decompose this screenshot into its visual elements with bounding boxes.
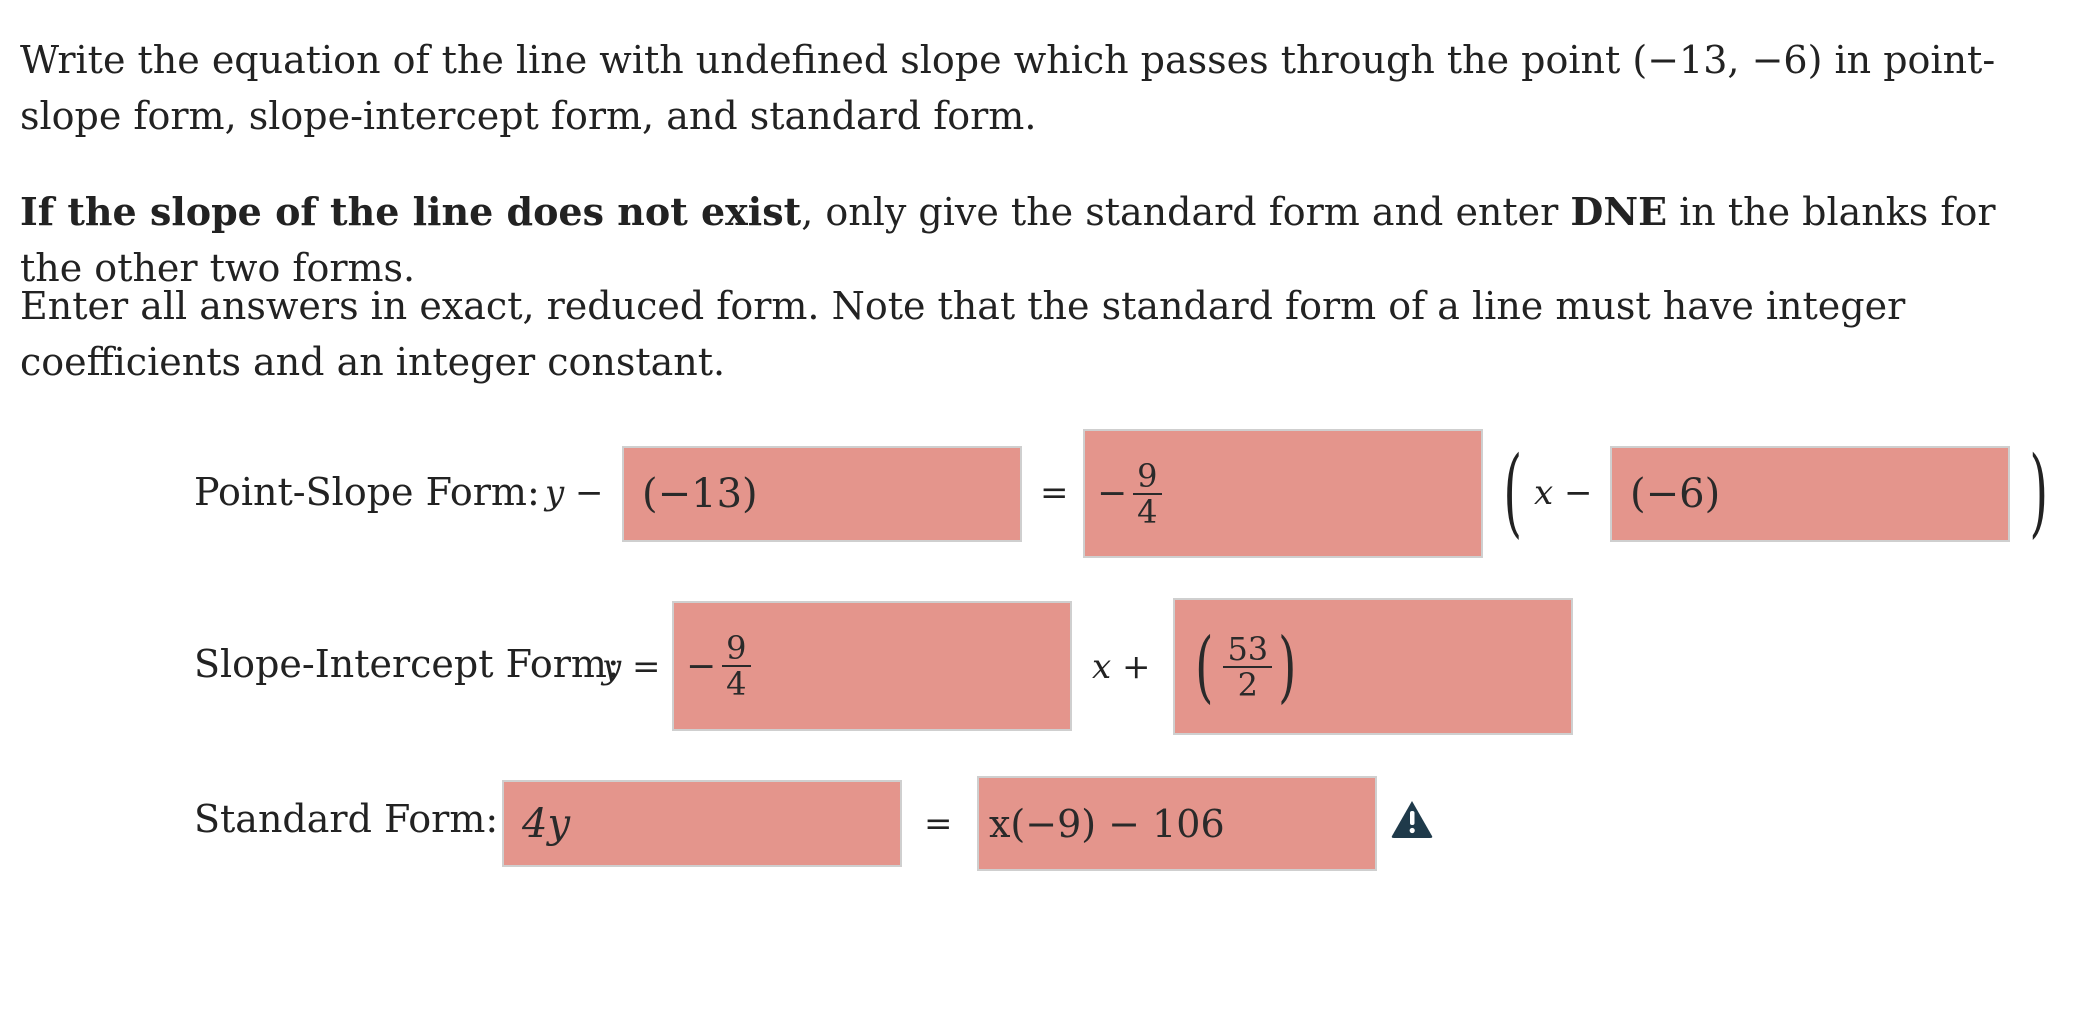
point-x: −13 bbox=[1647, 38, 1728, 82]
standard-form-right-input[interactable] bbox=[977, 776, 1377, 871]
slope-intercept-x-plus: x + bbox=[1092, 647, 1151, 687]
slope-intercept-y-equals: y = bbox=[602, 647, 661, 687]
standard-form-label: Standard Form: bbox=[194, 797, 499, 841]
point-slope-x-minus: x − bbox=[1534, 473, 1593, 513]
point-y: −6 bbox=[1751, 38, 1808, 82]
intercept-close-paren: ) bbox=[1278, 621, 1297, 712]
point-slope-y-minus: y − bbox=[545, 473, 604, 513]
slope-intercept-label: Slope-Intercept Form: bbox=[194, 642, 620, 686]
question-text-end: ) in point-slope form, slope-intercept form, and standard form. bbox=[20, 38, 1996, 138]
dne-instruction: , only give the standard form and enter bbox=[801, 190, 1571, 234]
fraction-denominator: 4 bbox=[1137, 492, 1158, 531]
standard-form-left-input[interactable] bbox=[502, 780, 902, 867]
point-separator: , bbox=[1727, 38, 1752, 82]
standard-form-left-value: 4y bbox=[522, 800, 571, 847]
fraction-denominator: 2 bbox=[1237, 665, 1258, 704]
point-slope-x1-value: (−6) bbox=[1630, 471, 1721, 517]
point-slope-open-paren: ( bbox=[1503, 436, 1523, 548]
fraction-numerator: 9 bbox=[722, 631, 750, 667]
fraction-numerator: 9 bbox=[1133, 459, 1161, 495]
slope-intercept-slope-negative: − bbox=[686, 645, 717, 687]
intercept-open-paren: ( bbox=[1195, 621, 1214, 712]
warning-triangle-icon[interactable] bbox=[1390, 799, 1434, 839]
dne-keyword: DNE bbox=[1570, 189, 1668, 234]
point-slope-slope-input[interactable] bbox=[1083, 429, 1483, 558]
fraction-denominator: 4 bbox=[726, 665, 747, 703]
point-slope-slope-negative: − bbox=[1097, 473, 1128, 514]
slope-intercept-slope-input[interactable] bbox=[672, 601, 1072, 731]
dne-condition-bold: If the slope of the line does not exist bbox=[20, 189, 802, 234]
slope-intercept-intercept-input[interactable] bbox=[1173, 598, 1573, 735]
standard-form-equals: = bbox=[924, 804, 953, 844]
question-paragraph-1 bbox=[20, 32, 2030, 144]
point-slope-close-paren: ) bbox=[2029, 436, 2049, 548]
question-paragraph-3 bbox=[20, 278, 2030, 390]
fraction-numerator: 53 bbox=[1223, 632, 1272, 668]
point-slope-equals: = bbox=[1040, 473, 1069, 513]
point-slope-slope-fraction bbox=[1133, 456, 1161, 531]
point-slope-label: Point-Slope Form: bbox=[194, 470, 540, 514]
slope-intercept-slope-fraction bbox=[722, 631, 750, 701]
question-text-start: Write the equation of the line with undefined slope which passes through the point ( bbox=[20, 38, 1648, 82]
point-slope-y1-input[interactable] bbox=[622, 446, 1022, 542]
slope-intercept-intercept-fraction bbox=[1223, 629, 1272, 704]
point-slope-y1-value: (−13) bbox=[642, 471, 758, 517]
reduced-form-note: Enter all answers in exact, reduced form. Note that the standard form of a line must have integer coefficients and an integer constant. bbox=[20, 284, 1906, 384]
standard-form-right-value: x(−9) − 106 bbox=[989, 801, 1225, 846]
dne-instruction-end: in the blanks for the other two forms. bbox=[20, 190, 1996, 290]
point-slope-x1-input[interactable] bbox=[1610, 446, 2010, 542]
